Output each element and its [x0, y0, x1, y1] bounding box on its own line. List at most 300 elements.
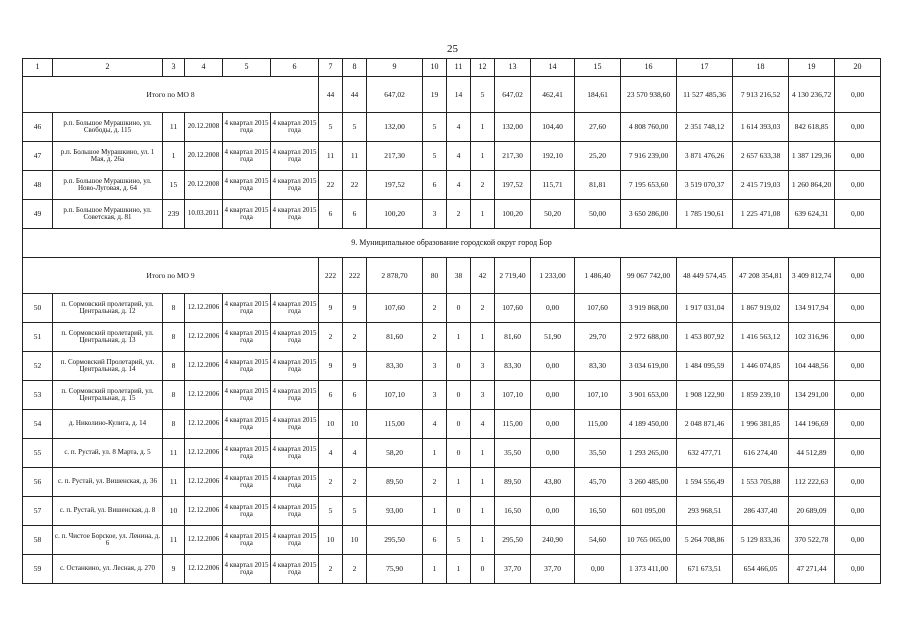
table-cell: 27,60 — [575, 113, 621, 142]
table-cell: 3 871 476,26 — [677, 142, 733, 171]
row-number-cell: 46 — [23, 113, 53, 142]
table-cell: 1 594 556,49 — [677, 468, 733, 497]
total-value-cell: 647,02 — [367, 77, 423, 113]
table-cell: 1 — [423, 497, 447, 526]
table-cell: 1 453 807,92 — [677, 323, 733, 352]
table-cell: 616 274,40 — [733, 439, 789, 468]
address-cell: р.п. Большое Мурашкино, ул. Ново-Луговая, д. 64 — [53, 171, 163, 200]
table-cell: 1 260 864,20 — [789, 171, 835, 200]
date-cell: 12.12.2006 — [185, 439, 223, 468]
table-cell: 0,00 — [835, 381, 881, 410]
date-cell: 20.12.2008 — [185, 142, 223, 171]
table-row — [23, 468, 881, 497]
table-cell: 5 — [343, 113, 367, 142]
quarter-cell: 4 квартал 2015 года — [223, 113, 271, 142]
quarter-cell: 4 квартал 2015 года — [271, 497, 319, 526]
address-cell: с. п. Рустай, ул. 8 Марта, д. 5 — [53, 439, 163, 468]
column-number-cell: 12 — [471, 59, 495, 77]
table-row — [23, 200, 881, 229]
table-cell: 115,00 — [575, 410, 621, 439]
total-value-cell: 14 — [447, 77, 471, 113]
table-cell: 0 — [447, 410, 471, 439]
table-cell: 11 — [163, 113, 185, 142]
table-cell: 115,71 — [531, 171, 575, 200]
table-cell: 83,30 — [495, 352, 531, 381]
quarter-cell: 4 квартал 2015 года — [271, 555, 319, 584]
table-cell: 0,00 — [835, 171, 881, 200]
table-cell: 115,00 — [495, 410, 531, 439]
table-cell: 37,70 — [495, 555, 531, 584]
table-cell: 35,50 — [575, 439, 621, 468]
column-number-cell: 11 — [447, 59, 471, 77]
column-number-cell: 7 — [319, 59, 343, 77]
table-cell: 1 — [471, 142, 495, 171]
table-cell: 1 — [447, 468, 471, 497]
quarter-cell: 4 квартал 2015 года — [271, 526, 319, 555]
quarter-cell: 4 квартал 2015 года — [223, 171, 271, 200]
table-cell: 58,20 — [367, 439, 423, 468]
table-cell: 93,00 — [367, 497, 423, 526]
table-cell: 112 222,63 — [789, 468, 835, 497]
table-cell: 50,20 — [531, 200, 575, 229]
total-value-cell: 48 449 574,45 — [677, 258, 733, 294]
table-cell: 35,50 — [495, 439, 531, 468]
quarter-cell: 4 квартал 2015 года — [271, 381, 319, 410]
quarter-cell: 4 квартал 2015 года — [223, 294, 271, 323]
table-cell: 0,00 — [531, 352, 575, 381]
total-value-cell: 4 130 236,72 — [789, 77, 835, 113]
table-cell: 83,30 — [367, 352, 423, 381]
table-cell: 0 — [447, 381, 471, 410]
column-number-cell: 17 — [677, 59, 733, 77]
address-cell: р.п. Большое Мурашкино, ул. Свободы, д. 115 — [53, 113, 163, 142]
table-cell: 8 — [163, 352, 185, 381]
table-cell: 601 095,00 — [621, 497, 677, 526]
table-cell: 1 416 563,12 — [733, 323, 789, 352]
table-cell: 0,00 — [531, 381, 575, 410]
total-row-mo9 — [23, 258, 881, 294]
table-cell: 632 477,71 — [677, 439, 733, 468]
table-cell: 6 — [423, 171, 447, 200]
table-cell: 10 — [343, 526, 367, 555]
table-cell: 0,00 — [531, 497, 575, 526]
table-cell: 107,10 — [575, 381, 621, 410]
table-cell: 240,90 — [531, 526, 575, 555]
table-cell: 9 — [343, 352, 367, 381]
table-row — [23, 439, 881, 468]
quarter-cell: 4 квартал 2015 года — [223, 323, 271, 352]
table-cell: 11 — [163, 468, 185, 497]
table-cell: 0,00 — [835, 142, 881, 171]
table-cell: 3 — [471, 381, 495, 410]
table-cell: 0,00 — [835, 497, 881, 526]
row-number-cell: 57 — [23, 497, 53, 526]
column-number-cell: 8 — [343, 59, 367, 77]
table-cell: 5 — [319, 497, 343, 526]
table-row — [23, 526, 881, 555]
table-cell: 29,70 — [575, 323, 621, 352]
table-cell: 0,00 — [531, 439, 575, 468]
quarter-cell: 4 квартал 2015 года — [271, 294, 319, 323]
table-cell: 0,00 — [835, 410, 881, 439]
table-cell: 0,00 — [835, 294, 881, 323]
total-value-cell: 462,41 — [531, 77, 575, 113]
total-value-cell: 80 — [423, 258, 447, 294]
table-body — [23, 59, 881, 584]
table-cell: 7 916 239,00 — [621, 142, 677, 171]
total-label-cell: Итого по МО 9 — [23, 258, 319, 294]
table-cell: 107,10 — [367, 381, 423, 410]
table-cell: 10 — [163, 497, 185, 526]
section-title-cell: 9. Муниципальное образование городской округ город Бор — [23, 229, 881, 258]
quarter-cell: 4 квартал 2015 года — [223, 381, 271, 410]
table-cell: 81,60 — [367, 323, 423, 352]
address-cell: с. Останкино, ул. Лесная, д. 270 — [53, 555, 163, 584]
table-cell: 293 968,51 — [677, 497, 733, 526]
table-cell: 1 867 919,02 — [733, 294, 789, 323]
total-value-cell: 38 — [447, 258, 471, 294]
table-row — [23, 497, 881, 526]
address-cell: п. Сормовский пролетарий, ул. Центральная, д. 12 — [53, 294, 163, 323]
quarter-cell: 4 квартал 2015 года — [223, 352, 271, 381]
table-cell: 44 512,89 — [789, 439, 835, 468]
table-cell: 11 — [343, 142, 367, 171]
table-cell: 102 316,96 — [789, 323, 835, 352]
total-value-cell: 3 409 812,74 — [789, 258, 835, 294]
column-number-cell: 10 — [423, 59, 447, 77]
table-row — [23, 555, 881, 584]
row-number-cell: 59 — [23, 555, 53, 584]
row-number-cell: 51 — [23, 323, 53, 352]
table-cell: 842 618,85 — [789, 113, 835, 142]
row-number-cell: 55 — [23, 439, 53, 468]
table-cell: 5 — [447, 526, 471, 555]
table-cell: 671 673,51 — [677, 555, 733, 584]
table-cell: 654 466,05 — [733, 555, 789, 584]
address-cell: п. Сормовский пролетарий, ул. Центральная, д. 15 — [53, 381, 163, 410]
total-value-cell: 42 — [471, 258, 495, 294]
date-cell: 12.12.2006 — [185, 323, 223, 352]
table-cell: 1 917 031,04 — [677, 294, 733, 323]
table-row — [23, 381, 881, 410]
table-cell: 4 — [343, 439, 367, 468]
date-cell: 12.12.2006 — [185, 410, 223, 439]
column-number-cell: 3 — [163, 59, 185, 77]
date-cell: 12.12.2006 — [185, 497, 223, 526]
table-cell: 2 — [319, 323, 343, 352]
table-cell: 1 — [471, 439, 495, 468]
table-cell: 1 — [471, 323, 495, 352]
total-value-cell: 99 067 742,00 — [621, 258, 677, 294]
table-cell: 2 — [471, 171, 495, 200]
table-cell: 10 — [319, 410, 343, 439]
address-cell: с. п. Рустай, ул. Вишенская, д. 36 — [53, 468, 163, 497]
address-cell: д. Николино-Кулига, д. 14 — [53, 410, 163, 439]
table-cell: 104 448,56 — [789, 352, 835, 381]
table-cell: 1 — [471, 200, 495, 229]
row-number-cell: 56 — [23, 468, 53, 497]
table-cell: 16,50 — [575, 497, 621, 526]
address-cell: с. п. Рустай, ул. Вишенская, д. 8 — [53, 497, 163, 526]
table-cell: 6 — [343, 200, 367, 229]
table-cell: 3 650 286,00 — [621, 200, 677, 229]
table-cell: 132,00 — [495, 113, 531, 142]
address-cell: п. Сормовский Пролетарий, ул. Центральная, д. 14 — [53, 352, 163, 381]
total-value-cell: 0,00 — [835, 77, 881, 113]
table-cell: 9 — [319, 294, 343, 323]
total-value-cell: 44 — [319, 77, 343, 113]
table-cell: 51,90 — [531, 323, 575, 352]
table-cell: 100,20 — [495, 200, 531, 229]
table-cell: 132,00 — [367, 113, 423, 142]
quarter-cell: 4 квартал 2015 года — [271, 352, 319, 381]
row-number-cell: 54 — [23, 410, 53, 439]
total-row-mo8 — [23, 77, 881, 113]
table-cell: 89,50 — [495, 468, 531, 497]
table-cell: 370 522,78 — [789, 526, 835, 555]
table-cell: 239 — [163, 200, 185, 229]
row-number-cell: 52 — [23, 352, 53, 381]
table-cell: 81,81 — [575, 171, 621, 200]
table-cell: 4 — [471, 410, 495, 439]
table-cell: 37,70 — [531, 555, 575, 584]
column-number-cell: 9 — [367, 59, 423, 77]
table-cell: 1 — [163, 142, 185, 171]
table-cell: 1 — [447, 323, 471, 352]
quarter-cell: 4 квартал 2015 года — [271, 200, 319, 229]
row-number-cell: 49 — [23, 200, 53, 229]
table-cell: 1 — [471, 113, 495, 142]
table-cell: 10 — [319, 526, 343, 555]
table-cell: 100,20 — [367, 200, 423, 229]
total-value-cell: 23 570 938,60 — [621, 77, 677, 113]
total-value-cell: 1 233,00 — [531, 258, 575, 294]
table-cell: 22 — [343, 171, 367, 200]
table-cell: 5 — [343, 497, 367, 526]
table-cell: 1 387 129,36 — [789, 142, 835, 171]
table-cell: 192,10 — [531, 142, 575, 171]
table-cell: 4 — [447, 113, 471, 142]
table-cell: 10 765 065,00 — [621, 526, 677, 555]
total-value-cell: 5 — [471, 77, 495, 113]
table-cell: 11 — [319, 142, 343, 171]
table-cell: 4 — [447, 142, 471, 171]
table-cell: 50,00 — [575, 200, 621, 229]
table-cell: 134 917,94 — [789, 294, 835, 323]
table-cell: 8 — [163, 381, 185, 410]
table-cell: 104,40 — [531, 113, 575, 142]
table-cell: 144 196,69 — [789, 410, 835, 439]
quarter-cell: 4 квартал 2015 года — [223, 142, 271, 171]
table-cell: 43,80 — [531, 468, 575, 497]
table-cell: 4 — [319, 439, 343, 468]
table-cell: 5 — [423, 113, 447, 142]
table-cell: 1 859 239,10 — [733, 381, 789, 410]
date-cell: 12.12.2006 — [185, 352, 223, 381]
table-cell: 0,00 — [835, 555, 881, 584]
table-row — [23, 352, 881, 381]
table-cell: 1 — [447, 555, 471, 584]
table-cell: 0,00 — [835, 323, 881, 352]
quarter-cell: 4 квартал 2015 года — [271, 171, 319, 200]
table-row — [23, 171, 881, 200]
table-cell: 6 — [423, 526, 447, 555]
column-number-cell: 13 — [495, 59, 531, 77]
table-cell: 4 189 450,00 — [621, 410, 677, 439]
table-cell: 0,00 — [835, 468, 881, 497]
table-cell: 1 — [471, 526, 495, 555]
table-cell: 1 — [471, 497, 495, 526]
table-cell: 0,00 — [575, 555, 621, 584]
table-cell: 83,30 — [575, 352, 621, 381]
date-cell: 20.12.2008 — [185, 113, 223, 142]
date-cell: 10.03.2011 — [185, 200, 223, 229]
table-cell: 5 264 708,86 — [677, 526, 733, 555]
total-value-cell: 2 719,40 — [495, 258, 531, 294]
table-cell: 107,60 — [575, 294, 621, 323]
table-cell: 3 919 868,00 — [621, 294, 677, 323]
table-cell: 15 — [163, 171, 185, 200]
table-cell: 1 908 122,90 — [677, 381, 733, 410]
table-cell: 8 — [163, 294, 185, 323]
table-cell: 22 — [319, 171, 343, 200]
table-cell: 2 — [423, 294, 447, 323]
total-value-cell: 2 878,70 — [367, 258, 423, 294]
total-value-cell: 1 486,40 — [575, 258, 621, 294]
table-cell: 197,52 — [495, 171, 531, 200]
quarter-cell: 4 квартал 2015 года — [271, 410, 319, 439]
table-cell: 639 624,31 — [789, 200, 835, 229]
table-cell: 3 — [471, 352, 495, 381]
table-cell: 1 996 381,85 — [733, 410, 789, 439]
address-cell: п. Сормовский пролетарий, ул. Центральная, д. 13 — [53, 323, 163, 352]
table-cell: 0,00 — [835, 439, 881, 468]
column-number-cell: 14 — [531, 59, 575, 77]
table-cell: 16,50 — [495, 497, 531, 526]
date-cell: 12.12.2006 — [185, 468, 223, 497]
table-cell: 1 785 190,61 — [677, 200, 733, 229]
date-cell: 20.12.2008 — [185, 171, 223, 200]
quarter-cell: 4 квартал 2015 года — [271, 439, 319, 468]
section-header-row — [23, 229, 881, 258]
total-value-cell: 0,00 — [835, 258, 881, 294]
table-cell: 1 225 471,08 — [733, 200, 789, 229]
table-cell: 5 — [319, 113, 343, 142]
table-cell: 9 — [343, 294, 367, 323]
column-number-cell: 1 — [23, 59, 53, 77]
table-cell: 295,50 — [495, 526, 531, 555]
table-cell: 2 — [423, 468, 447, 497]
column-number-cell: 20 — [835, 59, 881, 77]
table-cell: 3 260 485,00 — [621, 468, 677, 497]
table-cell: 4 — [447, 171, 471, 200]
table-cell: 6 — [319, 200, 343, 229]
table-cell: 107,60 — [367, 294, 423, 323]
column-number-cell: 4 — [185, 59, 223, 77]
table-cell: 3 519 070,37 — [677, 171, 733, 200]
table-cell: 9 — [319, 352, 343, 381]
table-cell: 2 351 748,12 — [677, 113, 733, 142]
table-cell: 5 — [423, 142, 447, 171]
table-cell: 25,20 — [575, 142, 621, 171]
table-cell: 2 — [319, 468, 343, 497]
quarter-cell: 4 квартал 2015 года — [223, 526, 271, 555]
table-cell: 11 — [163, 439, 185, 468]
table-cell: 0,00 — [531, 294, 575, 323]
total-value-cell: 19 — [423, 77, 447, 113]
table-cell: 3 — [423, 381, 447, 410]
table-cell: 2 657 633,38 — [733, 142, 789, 171]
table-cell: 6 — [319, 381, 343, 410]
table-cell: 2 — [343, 555, 367, 584]
table-cell: 115,00 — [367, 410, 423, 439]
table-cell: 1 293 265,00 — [621, 439, 677, 468]
table-cell: 3 — [423, 200, 447, 229]
table-cell: 0,00 — [835, 526, 881, 555]
total-value-cell: 222 — [343, 258, 367, 294]
page-number: 25 — [447, 43, 458, 55]
table-cell: 2 — [343, 468, 367, 497]
table-cell: 7 195 653,60 — [621, 171, 677, 200]
column-number-cell: 6 — [271, 59, 319, 77]
table-cell: 47 271,44 — [789, 555, 835, 584]
quarter-cell: 4 квартал 2015 года — [223, 410, 271, 439]
table-cell: 11 — [163, 526, 185, 555]
column-number-cell: 2 — [53, 59, 163, 77]
table-cell: 3 — [423, 352, 447, 381]
table-cell: 3 901 653,00 — [621, 381, 677, 410]
table-cell: 134 291,00 — [789, 381, 835, 410]
column-number-cell: 16 — [621, 59, 677, 77]
table-cell: 2 972 688,00 — [621, 323, 677, 352]
total-value-cell: 47 208 354,81 — [733, 258, 789, 294]
table-cell: 20 689,09 — [789, 497, 835, 526]
table-row — [23, 142, 881, 171]
table-cell: 54,60 — [575, 526, 621, 555]
column-number-cell: 15 — [575, 59, 621, 77]
quarter-cell: 4 квартал 2015 года — [223, 200, 271, 229]
column-number-cell: 19 — [789, 59, 835, 77]
quarter-cell: 4 квартал 2015 года — [271, 113, 319, 142]
total-value-cell: 647,02 — [495, 77, 531, 113]
date-cell: 12.12.2006 — [185, 294, 223, 323]
quarter-cell: 4 квартал 2015 года — [223, 439, 271, 468]
column-number-cell: 5 — [223, 59, 271, 77]
table-cell: 6 — [343, 381, 367, 410]
row-number-cell: 58 — [23, 526, 53, 555]
table-row — [23, 410, 881, 439]
total-label-cell: Итого по МО 8 — [23, 77, 319, 113]
row-number-cell: 50 — [23, 294, 53, 323]
address-cell: р.п. Большое Мурашкино, ул. Советская, д. 81 — [53, 200, 163, 229]
row-number-cell: 53 — [23, 381, 53, 410]
total-value-cell: 222 — [319, 258, 343, 294]
total-value-cell: 7 913 216,52 — [733, 77, 789, 113]
date-cell: 12.12.2006 — [185, 526, 223, 555]
table-cell: 89,50 — [367, 468, 423, 497]
table-cell: 1 — [423, 555, 447, 584]
address-cell: р.п. Большое Мурашкино, ул. 1 Мая, д. 26а — [53, 142, 163, 171]
table-cell: 2 — [471, 294, 495, 323]
table-cell: 8 — [163, 323, 185, 352]
table-cell: 0,00 — [531, 410, 575, 439]
table-cell: 1 373 411,00 — [621, 555, 677, 584]
table-cell: 81,60 — [495, 323, 531, 352]
row-number-cell: 47 — [23, 142, 53, 171]
table-cell: 2 — [447, 200, 471, 229]
table-cell: 1 553 705,88 — [733, 468, 789, 497]
table-cell: 2 — [319, 555, 343, 584]
